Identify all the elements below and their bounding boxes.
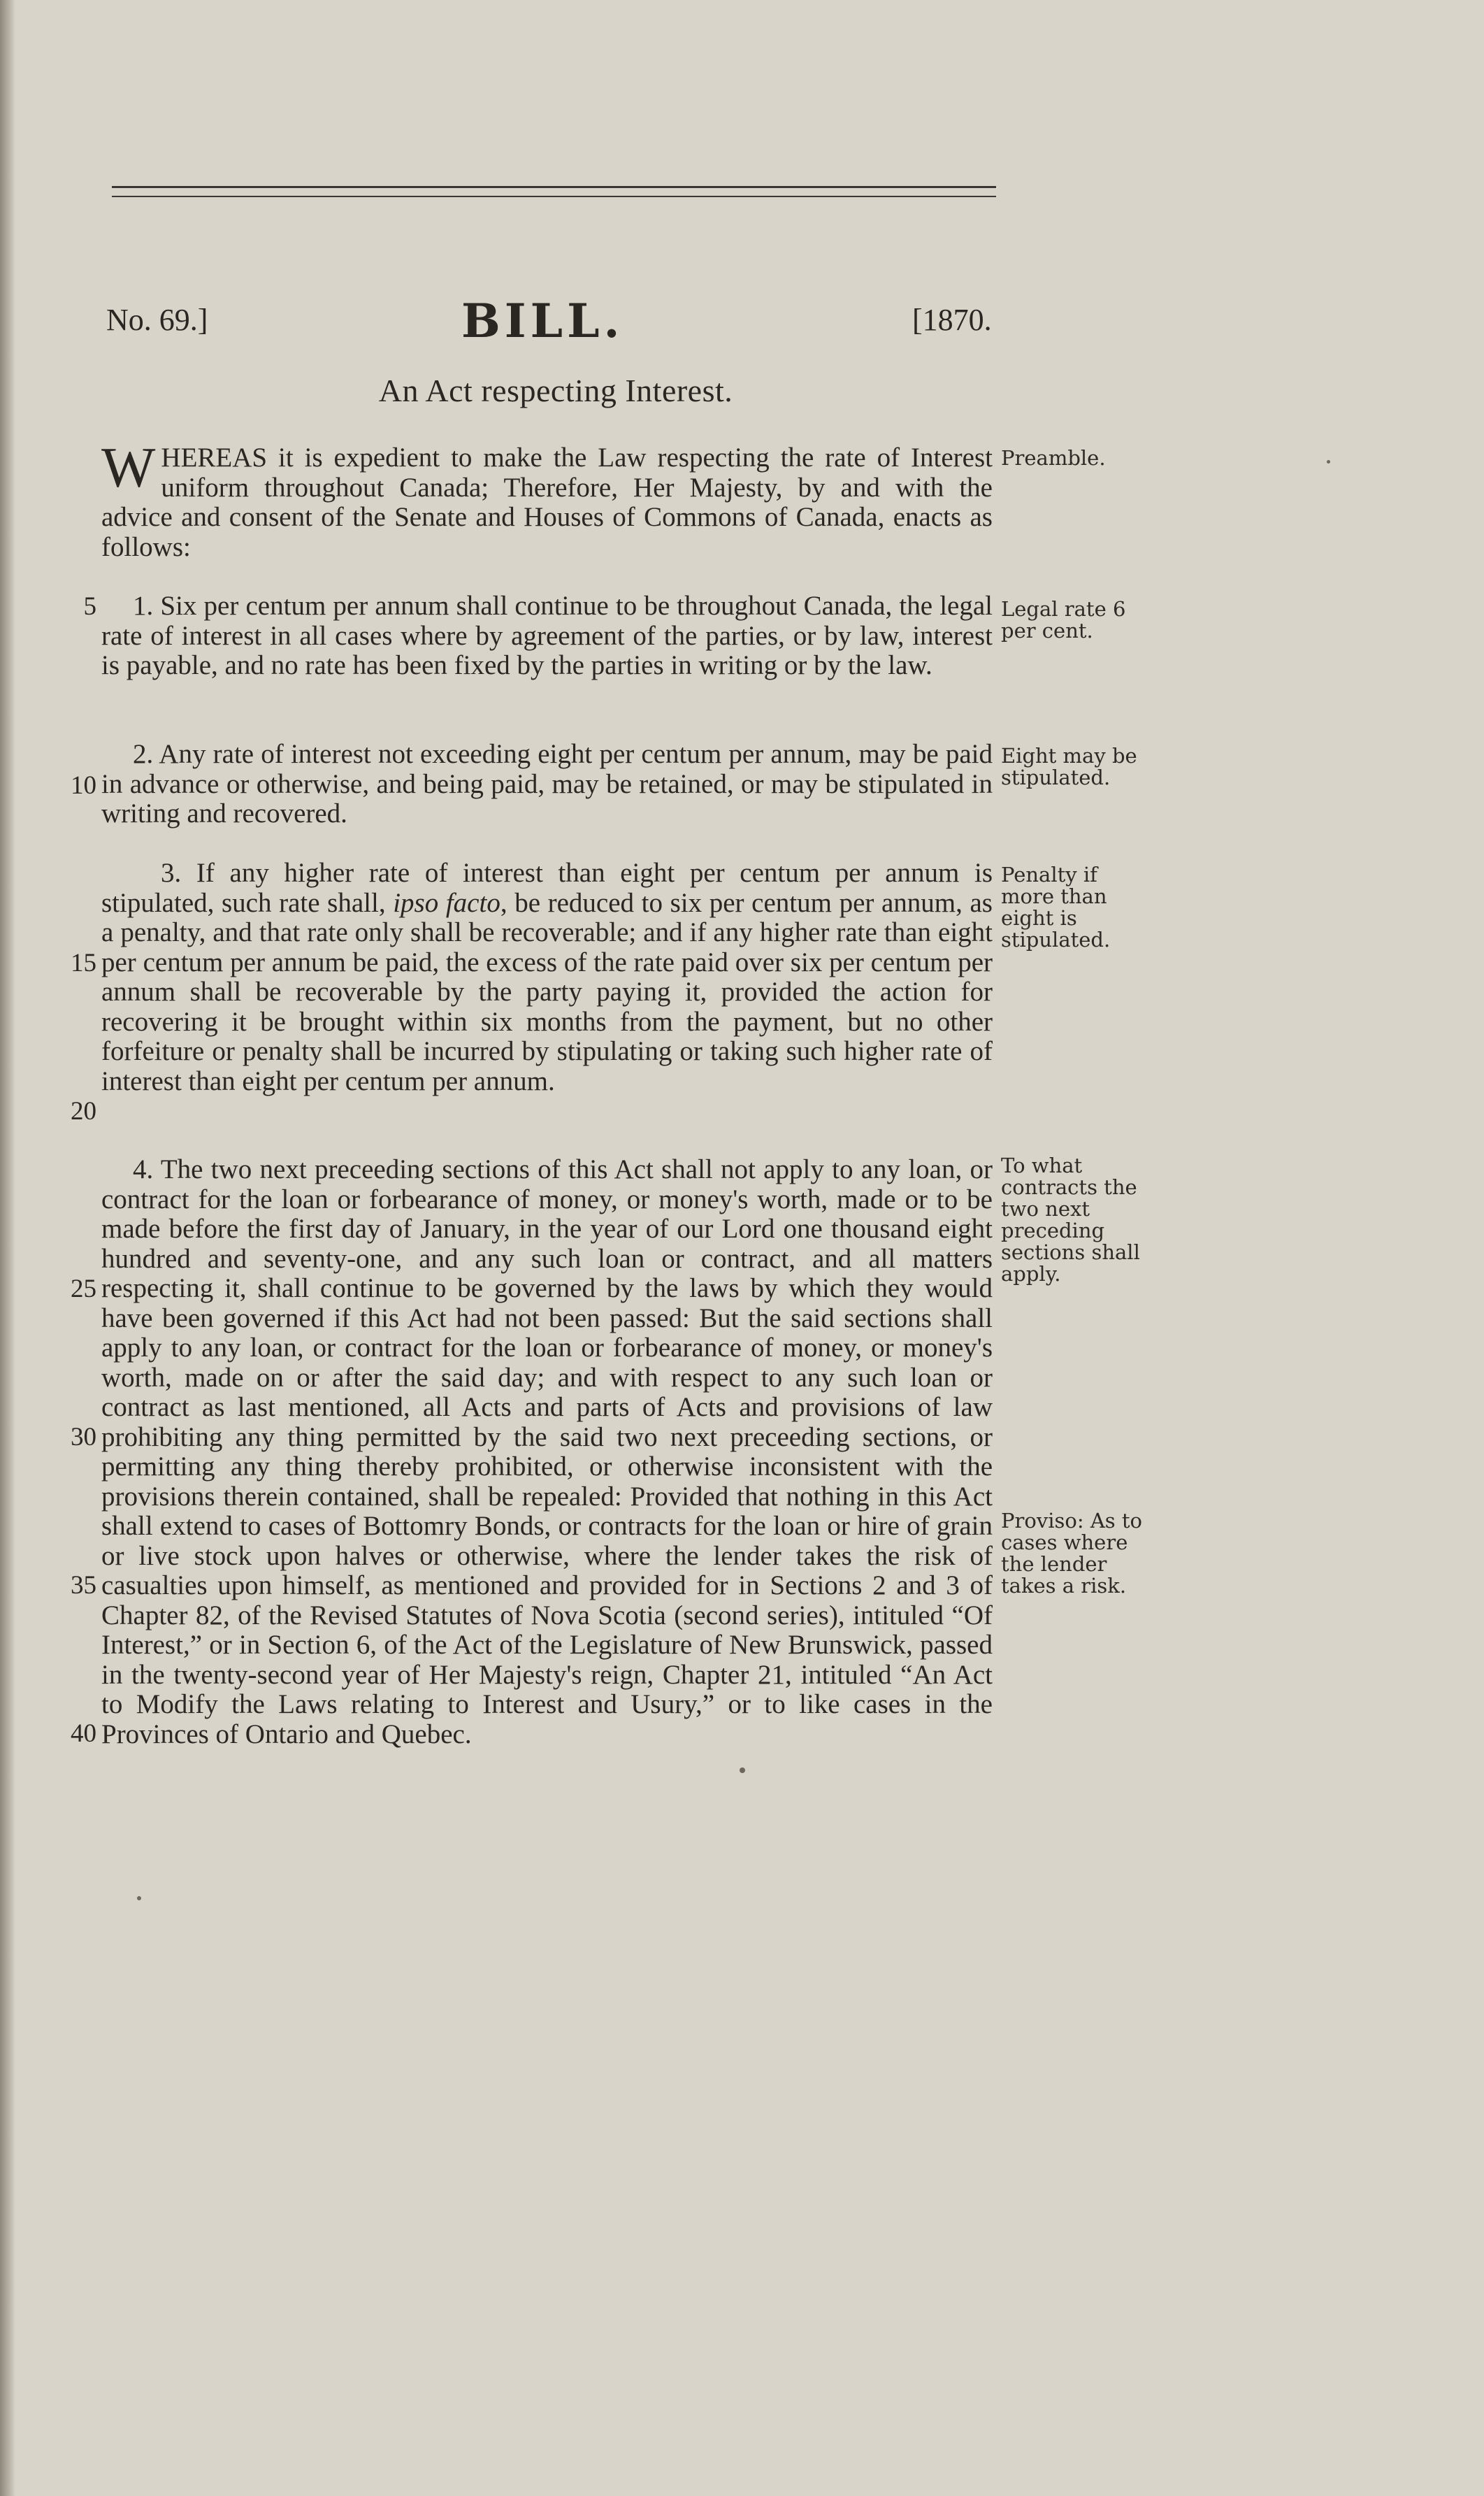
line-number-20: 20 (71, 1097, 96, 1126)
margin-note-proviso: Proviso: As to cases where the lender takes a risk. (1001, 1509, 1142, 1598)
bill-number: No. 69.] (106, 303, 208, 337)
line-number-35: 35 (71, 1571, 96, 1600)
top-rule-thin (112, 196, 996, 197)
section-1 (101, 591, 993, 681)
line-number-5: 5 (83, 592, 96, 621)
section-4-text: 4. The two next preceeding sections of this Act shall not apply to any loan, or contract for the loan or forbearance of money, or money's worth, made or to be made before the first day of January, in the year of our Lord one thousand eight hundred and seventy-one, and any such loan or contract, and all matters respecting it, shall continue to be governed by the laws by which they would have been governed if this Act had not been passed: But the said sections shall apply to any loan, or contract for the loan or forbearance of money, or money's worth, made on or after the said day; and with respect to any such loan or contract as last mentioned, all Acts and parts of Acts and provisions of law prohibiting any thing permitted by the said two next preceeding sections, or permitting any thing thereby prohibited, or otherwise inconsistent with the provisions therein contained, shall be repealed: Provided that nothing in this Act shall extend to cases of Bottomry Bonds, or contracts for the loan or hire of grain or live stock upon halves or otherwise, where the lender takes the risk of casualties upon himself, as mentioned and provided for in Sections 2 and 3 of Chapter 82, of the Revised Statutes of Nova Scotia (second series), intituled “Of Interest,” or in Section 6, of the Act of the Legislature of New Brunswick, passed in the twenty-second year of Her Majesty's reign, Chapter 21, intituled “An Act to Modify the Laws relating to Interest and Usury,” or to like cases in the Provinces of Ontario and Quebec. (101, 1154, 993, 1749)
margin-note-preamble: Preamble. (1001, 446, 1106, 470)
act-title: An Act respecting Interest. (378, 373, 733, 408)
drop-cap: W (101, 436, 156, 499)
preamble-paragraph (101, 436, 993, 562)
section-3 (101, 859, 993, 1096)
top-rule (112, 186, 996, 188)
bill-year: [1870. (912, 303, 992, 337)
section-1-text: 1. Six per centum per annum shall continue to be throughout Canada, the legal rate of interest in all cases where by agreement of the parties, or by law, interest is payable, and no rate has been fixed by the parties in writing or by the law. (101, 591, 993, 680)
line-number-40: 40 (71, 1719, 96, 1748)
section-3-text (101, 859, 993, 1096)
section-3-italic: ipso facto (393, 887, 500, 918)
line-number-30: 30 (71, 1423, 96, 1451)
section-3-part-a: 3. If any higher rate of interest than eight per centum per annum is stipulated, such rate shall, (101, 858, 993, 918)
line-number-10: 10 (71, 771, 96, 800)
print-speck (137, 1896, 141, 1900)
preamble-text: HEREAS it is expedient to make the Law respecting the rate of Interest uniform throughout Canada; Therefore, Her Majesty, by and with the advice and consent of the Senate and Houses of Commons of Canada, enacts as follows: (101, 443, 993, 562)
margin-note-legal-rate: Legal rate 6 per cent. (1001, 597, 1126, 643)
margin-note-penalty: Penalty if more than eight is stipulated. (1001, 863, 1111, 952)
line-number-15: 15 (71, 949, 96, 977)
line-number-25: 25 (71, 1275, 96, 1303)
section-3-part-b: , be reduced to six per centum per annum, as a penalty, and that rate only shall be recoverable; and if any higher rate than eight per centum per annum be paid, the excess of the rate paid over six per centum per annum shall be recoverable by the party paying it, provided the action for recovering it be brought within six months from the payment, but no other forfeiture or penalty shall be incurred by stipulating or taking such higher rate of interest than eight per centum per annum. (101, 887, 993, 1096)
print-speck (740, 1767, 745, 1773)
section-2 (101, 740, 993, 829)
section-4 (101, 1155, 993, 1749)
margin-note-to-what: To what contracts the two next preceding sections shall apply. (1001, 1154, 1140, 1286)
bill-heading: BILL. (461, 294, 624, 348)
section-2-text: 2. Any rate of interest not exceeding eight per centum per annum, may be paid in advance or otherwise, and being paid, may be retained, or may be stipulated in writing and recovered. (101, 739, 993, 829)
margin-note-eight: Eight may be stipulated. (1001, 744, 1137, 789)
print-speck (1327, 460, 1330, 464)
